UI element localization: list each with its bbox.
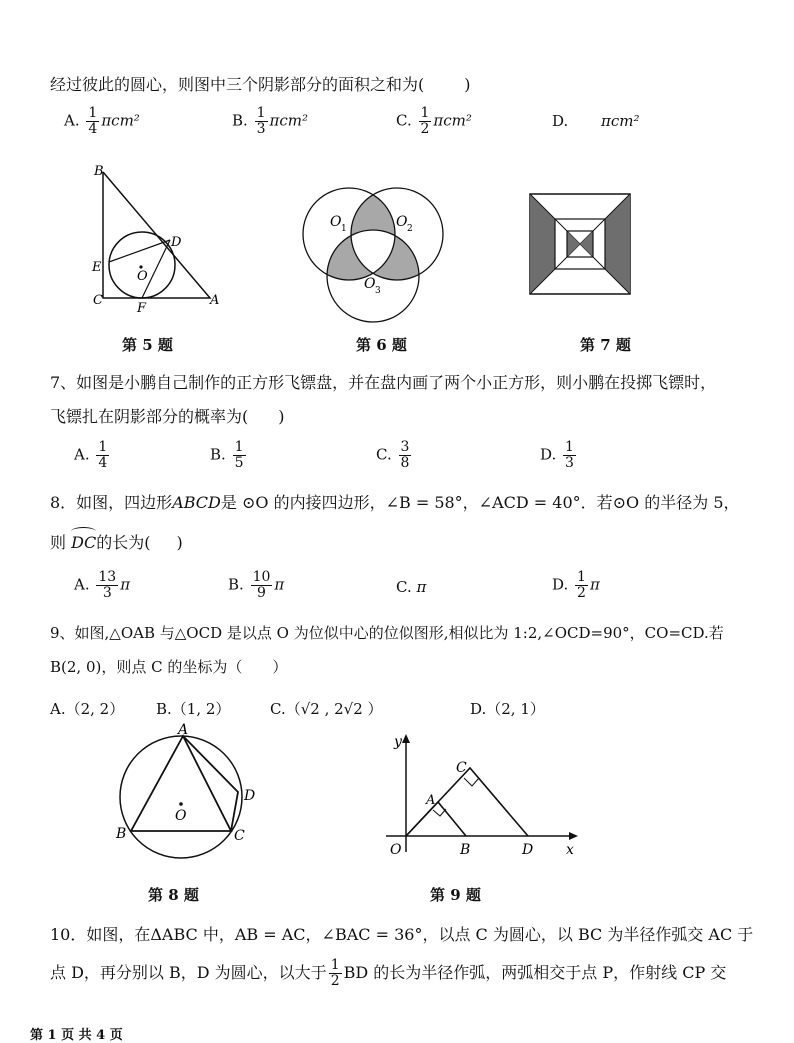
- segments-ad-dc: [183, 736, 238, 831]
- q6-option-b[interactable]: B. $\frac{1}{3}$ πcm²: [232, 105, 308, 137]
- figure-8: [108, 722, 268, 872]
- label-o: O: [390, 842, 402, 858]
- q9-option-b[interactable]: B.（1, 2）: [156, 700, 231, 718]
- label-c: C: [234, 828, 245, 844]
- label-o2: O: [396, 214, 408, 230]
- label-b: B: [460, 842, 471, 858]
- svg-text:2: 2: [407, 224, 413, 234]
- label-o1: O: [330, 214, 342, 230]
- fraction: $\frac{1}{3}$: [256, 105, 266, 137]
- fig6-caption: 第 6 题: [356, 336, 407, 354]
- label-o: O: [137, 269, 148, 284]
- svg-text:1: 1: [341, 224, 347, 234]
- page-footer: 第 1 页 共 4 页: [30, 1028, 123, 1043]
- circle-o: [120, 736, 242, 858]
- fig9-caption: 第 9 题: [430, 886, 481, 904]
- q6-text: 经过彼此的圆心，则图中三个阴影部分的面积之和为( ): [50, 75, 471, 94]
- q8-option-a[interactable]: A. $\frac{13}{3}$ π: [74, 569, 131, 601]
- fig7-caption: 第 7 题: [580, 336, 631, 354]
- label-a: A: [178, 722, 189, 738]
- label-d: D: [522, 842, 534, 858]
- q9-option-c[interactable]: C.（√2 , 2√2 ）: [270, 700, 383, 718]
- label-f: F: [137, 301, 147, 316]
- fraction: $\frac{1}{2}$: [420, 105, 430, 137]
- q7-line2: 飞镖扎在阴影部分的概率为( ): [50, 407, 285, 426]
- q9-line2: B(2, 0)，则点 C 的坐标为（ ）: [50, 658, 288, 676]
- q7-line1: 7、如图是小鹏自己制作的正方形飞镖盘，并在盘内画了两个小正方形，则小鹏在投掷飞镖时，: [50, 373, 717, 392]
- center-dot: [179, 802, 183, 806]
- figure-9: [376, 730, 586, 860]
- svg-text:3: 3: [375, 286, 381, 296]
- triangle-oab: [406, 802, 466, 836]
- q7-option-a[interactable]: A. $\frac{1}{4}$: [74, 439, 108, 471]
- label-a: A: [426, 793, 436, 808]
- q7-option-b[interactable]: B. $\frac{1}{5}$: [210, 439, 244, 471]
- q6-option-d[interactable]: D. πcm²: [552, 112, 640, 130]
- label-d: D: [244, 788, 256, 804]
- label-o3: O: [364, 276, 376, 292]
- label-y: y: [394, 734, 402, 750]
- figure-7: [528, 192, 632, 296]
- q7-option-c[interactable]: C. $\frac{3}{8}$: [376, 439, 410, 471]
- label-c: C: [456, 760, 467, 776]
- q6-option-a[interactable]: A. $\frac{1}{4}$ πcm²: [64, 105, 140, 137]
- arc-dc: DC: [71, 533, 96, 552]
- label-b: B: [116, 826, 127, 842]
- q8-line1: 8．如图，四边形ABCD是 ⊙O 的内接四边形，∠B = 58°，∠ACD = 40°．若⊙O 的半径为 5，: [50, 493, 740, 512]
- fig5-caption: 第 5 题: [122, 336, 173, 354]
- fig8-caption: 第 8 题: [148, 886, 199, 904]
- q8-line2: 则 DC的长为( ): [50, 530, 183, 553]
- q9-option-a[interactable]: A.（2, 2）: [50, 700, 125, 718]
- q10-line2: 点 D，再分别以 B，D 为圆心，以大于 $\frac{1}{2}$ BD 的长为半径作弧，两弧相交于点 P，作射线 CP 交: [50, 957, 727, 989]
- q9-option-d[interactable]: D.（2, 1）: [470, 700, 545, 718]
- q7-option-d[interactable]: D. $\frac{1}{3}$: [540, 439, 574, 471]
- triangle-ocd: [406, 768, 528, 836]
- label-e: E: [92, 260, 102, 275]
- label-o: O: [175, 808, 187, 824]
- label-d: D: [171, 235, 182, 250]
- figure-6: [290, 184, 450, 324]
- label-c: C: [93, 293, 103, 308]
- q8-option-c[interactable]: C. π: [396, 578, 427, 596]
- q10-line1: 10．如图，在ΔABC 中，AB = AC，∠BAC = 36°，以点 C 为圆心，以 BC 为半径作弧交 AC 于: [50, 925, 754, 944]
- q8-option-b[interactable]: B. $\frac{10}{9}$ π: [228, 569, 285, 601]
- fraction: $\frac{1}{4}$: [88, 105, 98, 137]
- q9-line1: 9、如图,△OAB 与△OCD 是以点 O 为位似中心的位似图形,相似比为 1:2,∠OCD=90°，CO=CD.若: [50, 624, 724, 642]
- label-b: B: [94, 164, 104, 179]
- q8-option-d[interactable]: D. $\frac{1}{2}$ π: [552, 569, 600, 601]
- figure-5: [84, 160, 234, 320]
- q6-option-c[interactable]: C. $\frac{1}{2}$ πcm²: [396, 105, 472, 137]
- label-x: x: [566, 842, 574, 858]
- label-a: A: [210, 293, 220, 308]
